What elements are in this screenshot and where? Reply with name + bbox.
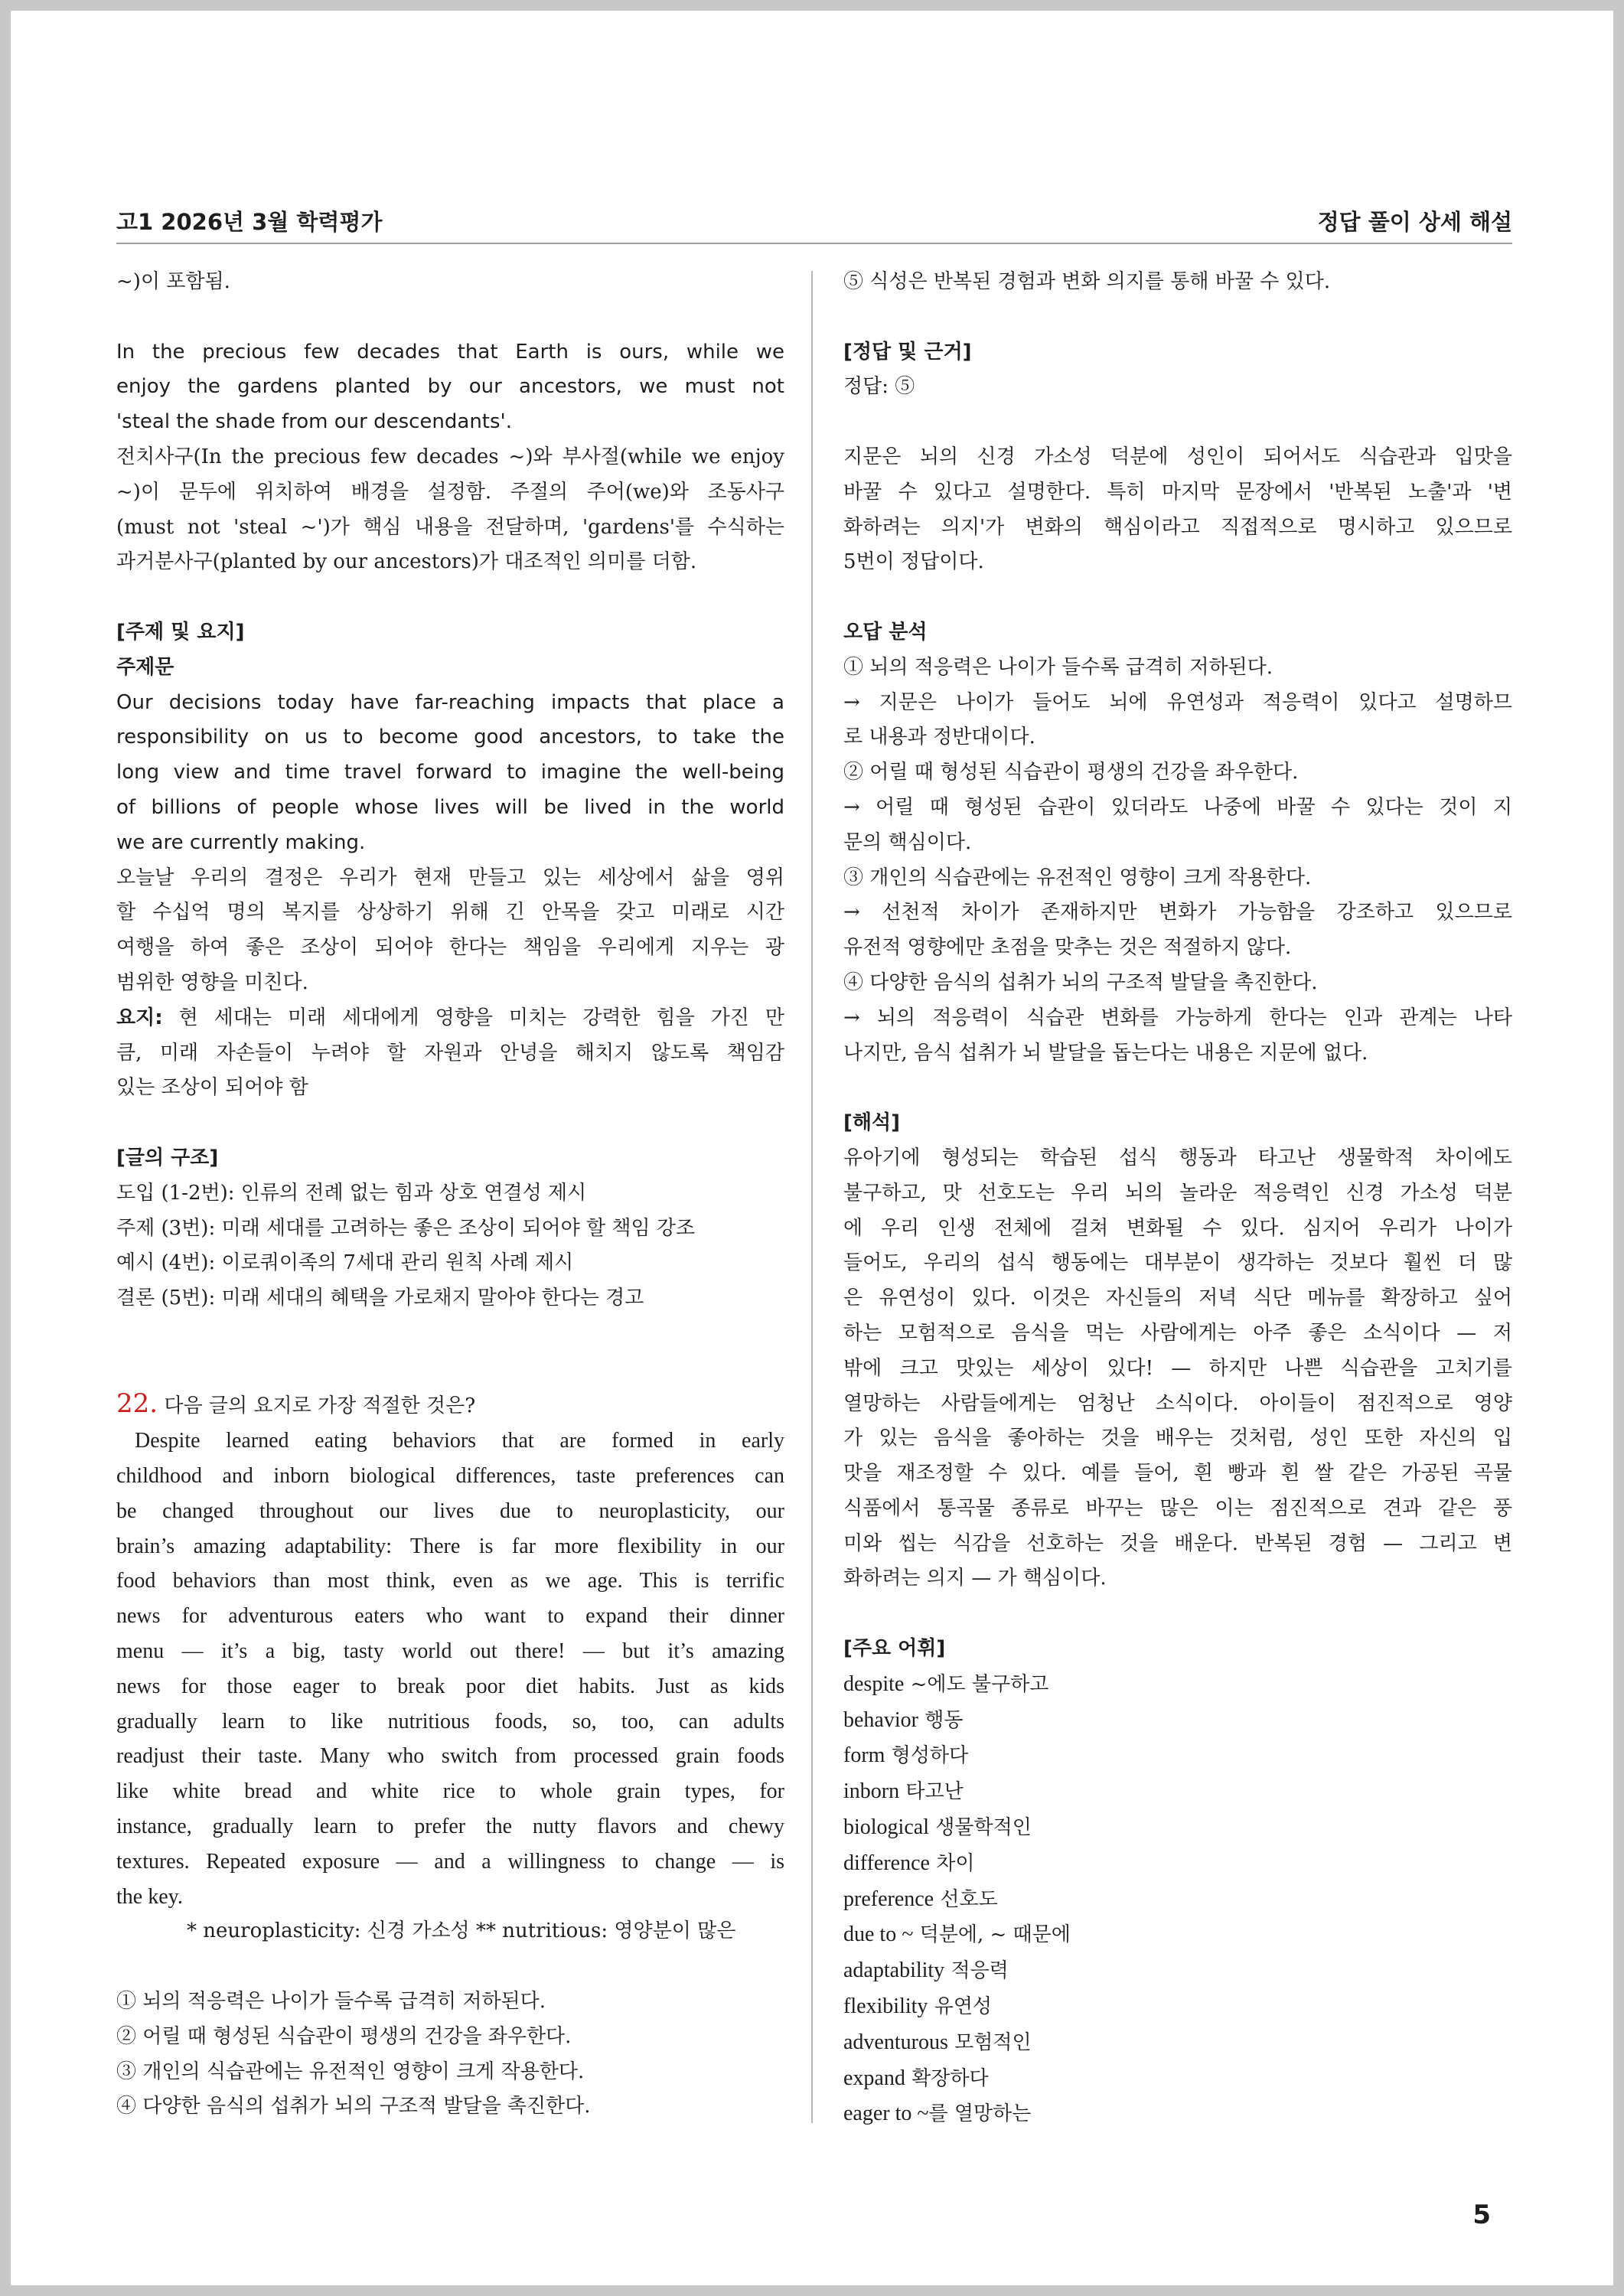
gist-label: 요지: — [116, 1006, 163, 1029]
analysis-english-sentence — [116, 335, 784, 440]
text-line: news for adventurous eaters who want to expand their dinner — [116, 1604, 784, 1629]
text-line: 맛을 재조정할 수 있다. 예를 들어, 흰 빵과 흰 쌀 같은 가공된 곡물 — [843, 1462, 1512, 1486]
vocab-item: preference 선호도 — [843, 1887, 998, 1911]
text-line: 에 우리 인생 전체에 걸쳐 변화될 수 있다. 심지어 우리가 나이가 — [843, 1216, 1512, 1240]
text-line: 밖에 크고 맛있는 세상이 있다! — 하지만 나쁜 식습관을 고치기를 — [843, 1356, 1512, 1380]
theme-heading: [주제 및 요지] — [116, 620, 245, 644]
text-line: 식품에서 통곡물 종류로 바꾸는 많은 이는 점진적으로 견과 같은 풍 — [843, 1496, 1512, 1520]
vocab-list — [843, 1667, 1512, 2132]
answer-value: 정답: ⑤ — [843, 375, 915, 399]
right-column — [843, 265, 1512, 2132]
option-3: ③ 개인의 식습관에는 유전적인 영향이 크게 작용한다. — [116, 2060, 585, 2083]
page-number: 5 — [1472, 2200, 1491, 2230]
text-line: Despite learned eating behaviors that are formed in early — [135, 1429, 784, 1453]
analysis-explanation — [116, 440, 784, 580]
text-line: 하는 모험적으로 음식을 먹는 사람에게는 아주 좋은 소식이다 — 저 — [843, 1321, 1512, 1345]
text-line: 열망하는 사람들에게는 엄청난 소식이다. 아이들이 점진적으로 영양 — [843, 1391, 1512, 1415]
text-line: 5번이 정답이다. — [843, 550, 984, 574]
text-line: ③ 개인의 식습관에는 유전적인 영향이 크게 작용한다. — [843, 866, 1312, 889]
vocab-item: adaptability 적응력 — [843, 1958, 1009, 1983]
text-line: like white bread and white rice to whole grain types, for — [116, 1779, 784, 1804]
text-line: of billions of people whose lives will be lived in the world — [116, 795, 784, 819]
section-title: 정답 풀이 상세 해설 — [1317, 209, 1512, 235]
vocab-item: adventurous 모험적인 — [843, 2030, 1032, 2054]
text-line: → 선천적 차이가 존재하지만 변화가 가능함을 강조하고 있으므로 — [843, 901, 1512, 925]
vocab-heading: [주요 어휘] — [843, 1637, 946, 1661]
translation-heading: [해석] — [843, 1111, 900, 1135]
option-5: ⑤ 식성은 반복된 경험과 변화 의지를 통해 바꿀 수 있다. — [843, 270, 1331, 293]
text-line: 불구하고, 맛 선호도는 우리 뇌의 놀라운 적응력인 신경 가소성 덕분 — [843, 1181, 1512, 1205]
text-line: 나지만, 음식 섭취가 뇌 발달을 돕는다는 내용은 지문에 없다. — [843, 1041, 1368, 1065]
text-line: In the precious few decades that Earth is ours, while we — [116, 340, 784, 364]
text-line: 지문은 뇌의 신경 가소성 덕분에 성인이 되어서도 식습관과 입맛을 — [843, 445, 1512, 468]
list-item: 결론 (5번): 미래 세대의 혜택을 가로채지 말아야 한다는 경고 — [116, 1287, 644, 1310]
text-line: 바꿀 수 있다고 설명한다. 특히 마지막 문장에서 '반복된 노출'과 '변 — [843, 480, 1512, 504]
vocab-item: flexibility 유연성 — [843, 1994, 993, 2019]
vocab-item: biological 생물학적인 — [843, 1815, 1032, 1840]
text-line: 은 유연성이 있다. 이것은 자신들의 저녁 식단 메뉴를 확장하고 싶어 — [843, 1287, 1512, 1310]
page-header — [116, 205, 1512, 243]
text-line: 가 있는 음식을 좋아하는 것을 배우는 것처럼, 성인 또한 자신의 입 — [843, 1427, 1512, 1450]
text-line: → 지문은 나이가 들어도 뇌에 유연성과 적응력이 있다고 설명하므 — [843, 690, 1512, 714]
theme-english — [116, 686, 784, 861]
translation — [843, 1141, 1512, 1596]
question-passage — [116, 1424, 784, 1914]
vocab-item: behavior 행동 — [843, 1707, 964, 1732]
text-line: (must not 'steal ~')가 핵심 내용을 전달하며, 'gardens'를 수식하는 — [116, 515, 784, 539]
vocab-item: difference 차이 — [843, 1851, 975, 1875]
text-line: 할 수십억 명의 복지를 상상하기 위해 긴 안목을 갖고 미래로 시간 — [116, 901, 784, 925]
text-line: childhood and inborn biological differences, taste preferences can — [116, 1464, 784, 1489]
text-line: ~)이 문두에 위치하여 배경을 설정함. 주절의 주어(we)와 조동사구 — [116, 480, 784, 504]
left-column — [116, 265, 784, 2125]
continued-text: ~)이 포함됨. — [116, 270, 230, 293]
text-line: 'steal the shade from our descendants'. — [116, 410, 512, 434]
header-divider — [116, 243, 1512, 244]
text-line: 유아기에 형성되는 학습된 섭식 행동과 타고난 생물학적 차이에도 — [843, 1146, 1512, 1169]
question-title — [116, 1387, 784, 1424]
text-line: 전치사구(In the precious few decades ~)와 부사절(while we enjoy — [116, 445, 784, 468]
text-line: we are currently making. — [116, 830, 366, 854]
text-line: be changed throughout our lives due to neuroplasticity, our — [116, 1499, 784, 1523]
list-item: 주제 (3번): 미래 세대를 고려하는 좋은 조상이 되어야 할 책임 강조 — [116, 1216, 696, 1240]
vocab-item: inborn 타고난 — [843, 1779, 964, 1804]
vocab-item: expand 확장하다 — [843, 2066, 989, 2090]
text-line: news for those eager to break poor diet habits. Just as kids — [116, 1674, 784, 1698]
exam-answer-page — [11, 11, 1613, 2285]
option-2: ② 어릴 때 형성된 식습관이 평생의 건강을 좌우한다. — [116, 2024, 572, 2048]
text-line: ④ 다양한 음식의 섭취가 뇌의 구조적 발달을 촉진한다. — [843, 970, 1318, 994]
text-line: Our decisions today have far-reaching impacts that place a — [116, 690, 784, 714]
theme-subheading: 주제문 — [116, 655, 174, 679]
answer-heading: [정답 및 근거] — [843, 340, 972, 364]
text-line: 화하려는 의지 — 가 핵심이다. — [843, 1567, 1107, 1590]
text-line: brain’s amazing adaptability: There is far more flexibility in our — [116, 1534, 784, 1558]
theme-korean — [116, 861, 784, 1001]
question-number: 22. — [116, 1388, 158, 1419]
list-item: 도입 (1-2번): 인류의 전례 없는 힘과 상호 연결성 제시 — [116, 1181, 587, 1205]
text-line: ① 뇌의 적응력은 나이가 들수록 급격히 저하된다. — [843, 655, 1273, 679]
structure-list — [116, 1176, 784, 1316]
text-line: food behaviors than most think, even as we age. This is terrific — [116, 1569, 784, 1593]
list-item: 예시 (4번): 이로쿼이족의 7세대 관리 원칙 사례 제시 — [116, 1251, 574, 1275]
text-line: 미와 씹는 식감을 선호하는 것을 배운다. 반복된 경험 — 그리고 변 — [843, 1531, 1512, 1555]
text-line: instance, gradually learn to prefer the nutty flavors and chewy — [116, 1815, 784, 1839]
text-line: long view and time travel forward to imagine the well-being — [116, 761, 784, 784]
text-line: 과거분사구(planted by our ancestors)가 대조적인 의미를 더함. — [116, 550, 697, 574]
text-line: 로 내용과 정반대이다. — [843, 726, 1035, 749]
vocab-item: due to ~ 덕분에, ~ 때문에 — [843, 1923, 1071, 1947]
footnote: * neuroplasticity: 신경 가소성 ** nutritious: 영양분이 많은 — [187, 1919, 736, 1943]
vocab-item: despite ~에도 불구하고 — [843, 1671, 1049, 1696]
text-line: 여행을 하여 좋은 조상이 되어야 한다는 책임을 우리에게 지우는 광 — [116, 936, 784, 960]
text-line: 들어도, 우리의 섭식 행동에는 대부분이 생각하는 것보다 훨씬 더 많 — [843, 1251, 1512, 1275]
text-line: → 뇌의 적응력이 식습관 변화를 가능하게 한다는 인과 관계는 나타 — [843, 1006, 1512, 1029]
text-line: responsibility on us to become good ancestors, to take the — [116, 726, 784, 749]
text-line: ② 어릴 때 형성된 식습관이 평생의 건강을 좌우한다. — [843, 761, 1299, 784]
text-line: 큼, 미래 자손들이 누려야 할 자원과 안녕을 해치지 않도록 책임감 — [116, 1041, 784, 1065]
option-4: ④ 다양한 음식의 섭취가 뇌의 구조적 발달을 촉진한다. — [116, 2095, 591, 2118]
text-line: 유전적 영향에만 초점을 맞추는 것은 적절하지 않다. — [843, 936, 1292, 960]
wrong-answer-analysis — [843, 651, 1512, 1071]
text-line: 문의 핵심이다. — [843, 830, 972, 854]
vocab-item: eager to ~를 열망하는 — [843, 2102, 1032, 2126]
text-line: readjust their taste. Many who switch from processed grain foods — [116, 1744, 784, 1769]
text-line: textures. Repeated exposure — and a willingness to change — is — [116, 1849, 784, 1874]
text-line: menu — it’s a big, tasty world out there! — but it’s amazing — [116, 1639, 784, 1664]
option-1: ① 뇌의 적응력은 나이가 들수록 급격히 저하된다. — [116, 1990, 546, 2014]
text-line: enjoy the gardens planted by our ancestors, we must not — [116, 375, 784, 399]
wrong-answer-heading: 오답 분석 — [843, 620, 928, 644]
vocab-item: form 형성하다 — [843, 1743, 969, 1768]
text-line: 범위한 영향을 미친다. — [116, 970, 308, 994]
text-line: 오늘날 우리의 결정은 우리가 현재 만들고 있는 세상에서 삶을 영위 — [116, 866, 784, 889]
text-line: 있는 조상이 되어야 함 — [116, 1076, 308, 1100]
question-prompt: 다음 글의 요지로 가장 적절한 것은? — [158, 1394, 476, 1417]
column-divider — [811, 271, 813, 2123]
text-line: → 어릴 때 형성된 습관이 있더라도 나중에 바꿀 수 있다는 것이 지 — [843, 795, 1512, 819]
exam-title: 고1 2026년 3월 학력평가 — [116, 209, 383, 235]
text-line: 요지: 현 세대는 미래 세대에게 영향을 미치는 강력한 힘을 가진 만 — [116, 1006, 784, 1029]
text-line: gradually learn to like nutritious foods, so, too, can adults — [116, 1709, 784, 1733]
answer-explanation — [843, 440, 1512, 580]
gist — [116, 1001, 784, 1106]
answer-options — [116, 1985, 784, 2125]
text-line: 화하려는 의지'가 변화의 핵심이라고 직접적으로 명시하고 있으므로 — [843, 515, 1512, 539]
structure-heading: [글의 구조] — [116, 1146, 219, 1169]
text-line: the key. — [116, 1884, 183, 1909]
